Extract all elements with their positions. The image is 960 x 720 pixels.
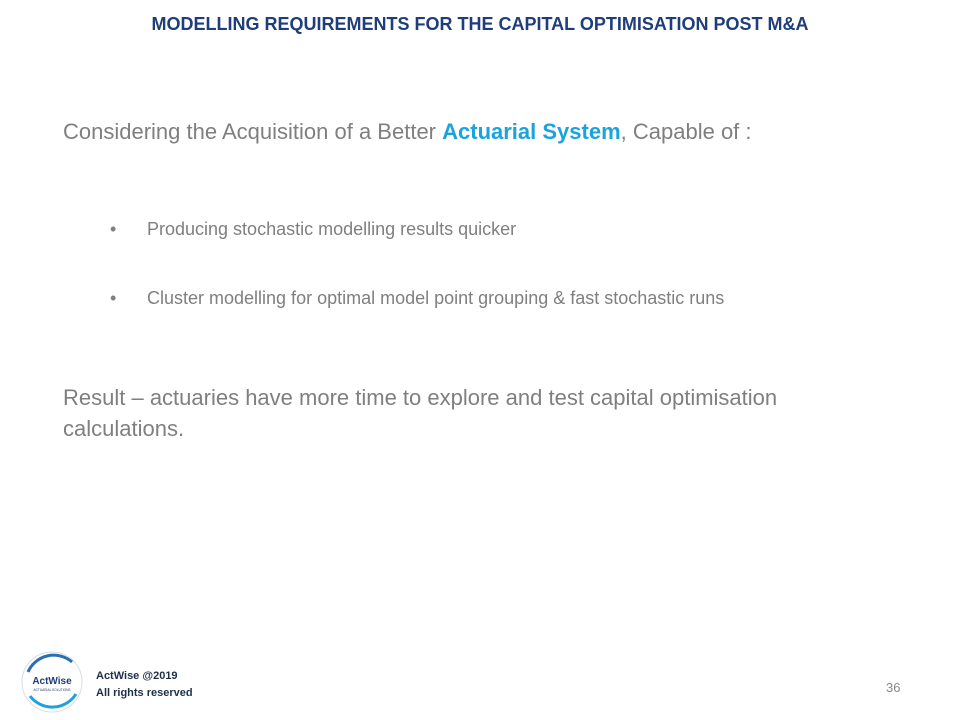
intro-text [63, 119, 752, 145]
result-text: Result – actuaries have more time to explore and test capital optimisation calculations. [63, 385, 778, 441]
page-number: 36 [886, 680, 901, 695]
logo-tagline: ACTUARIAL SOLUTIONS [33, 688, 71, 692]
footer-line-1: ActWise @2019 [96, 670, 178, 682]
intro-highlight: Actuarial System [442, 119, 621, 144]
slide-title: MODELLING REQUIREMENTS FOR THE CAPITAL OPTIMISATION POST M&A [151, 14, 809, 34]
intro-before: Considering the Acquisition of a Better [63, 119, 443, 144]
bullet-text: Producing stochastic modelling results quicker [147, 219, 517, 239]
footer-line-2: All rights reserved [96, 687, 193, 699]
actwise-logo [20, 650, 84, 714]
bullet-dot-icon: • [110, 288, 117, 308]
bullet-text: Cluster modelling for optimal model point grouping & fast stochastic runs [147, 288, 725, 308]
logo-wordmark: ActWise [32, 676, 72, 687]
footer-copyright [96, 668, 193, 702]
bullet-dot-icon: • [110, 219, 117, 239]
intro-after: , Capable of : [620, 119, 752, 144]
